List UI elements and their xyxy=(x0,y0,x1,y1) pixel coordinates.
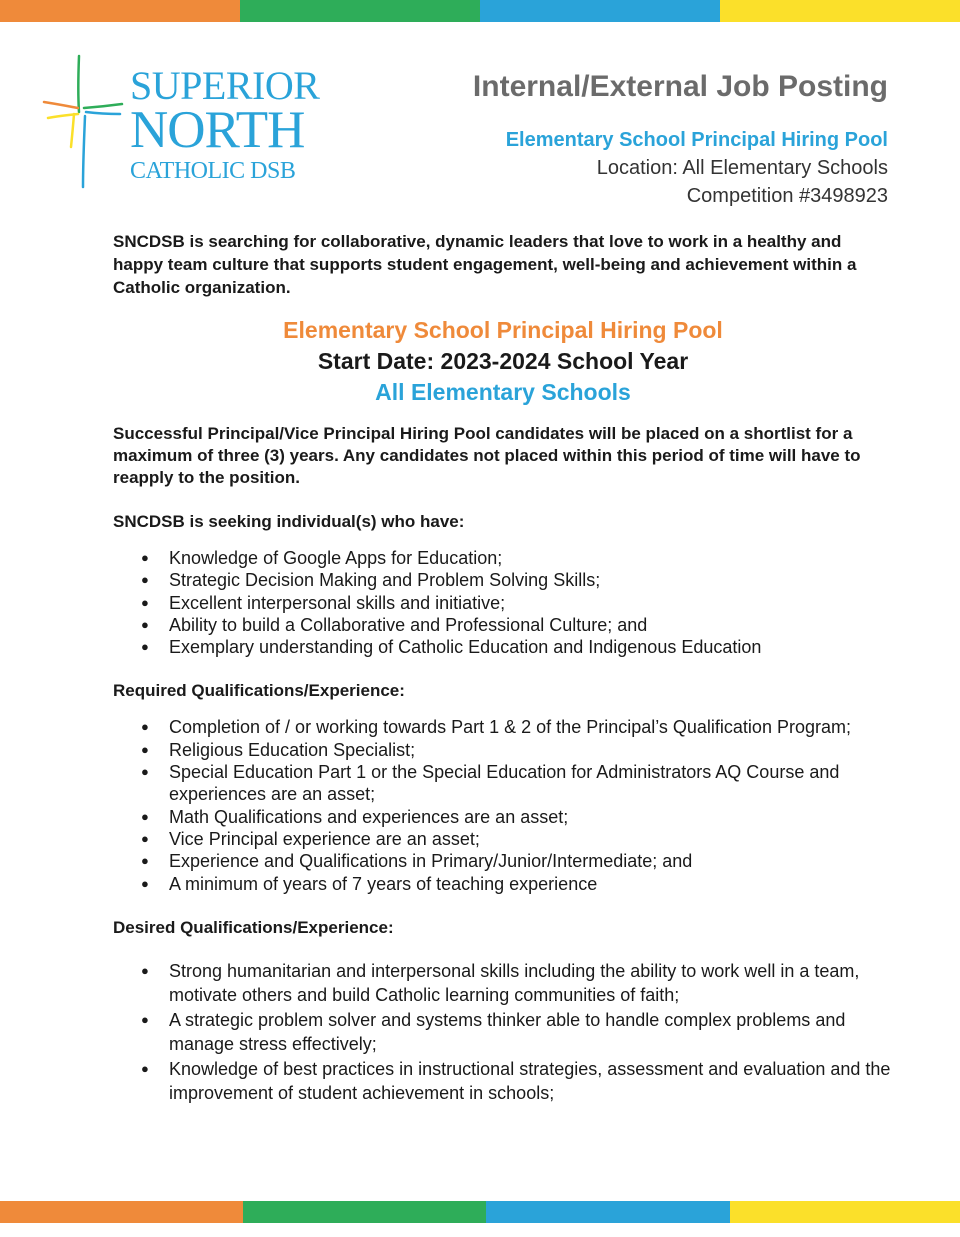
cross-icon xyxy=(42,52,132,192)
bottom-color-stripe xyxy=(0,1201,960,1223)
stripe-blue xyxy=(480,0,720,22)
list-item: ● A strategic problem solver and systems thinker able to handle complex problems and manage stress effectively; xyxy=(113,1008,893,1057)
list-item: ● Excellent interpersonal skills and initiative; xyxy=(113,592,893,614)
stripe-green xyxy=(240,0,480,22)
desired-list xyxy=(113,959,893,1106)
desired-heading: Desired Qualifications/Experience: xyxy=(113,917,394,937)
stripe-yellow xyxy=(730,1201,960,1223)
list-item: ● Strong humanitarian and interpersonal skills including the ability to work well in a team, motivate others and build Catholic learning communities of faith; xyxy=(113,959,893,1008)
position-title: Elementary School Principal Hiring Pool xyxy=(283,317,723,343)
shortlist-note: Successful Principal/Vice Principal Hiring Pool candidates will be placed on a shortlist for a maximum of three (3) years. Any candidates not placed within this period of time will have to reapply to the position. xyxy=(113,424,861,487)
intro-paragraph: SNCDSB is searching for collaborative, dynamic leaders that love to work in a healthy and happy team culture that supports student engagement, well-being and achievement within a Catholic organization. xyxy=(113,232,857,297)
schools-line: All Elementary Schools xyxy=(375,379,631,405)
position-summary xyxy=(113,315,893,407)
stripe-blue xyxy=(486,1201,730,1223)
list-item: ● Vice Principal experience are an asset; xyxy=(113,828,893,850)
posting-header xyxy=(473,70,888,210)
board-logo xyxy=(42,52,322,192)
list-item: ● Knowledge of best practices in instructional strategies, assessment and evaluation and the improvement of student achievement in schools; xyxy=(113,1057,893,1106)
stripe-green xyxy=(243,1201,486,1223)
logo-line-superior: SUPERIOR xyxy=(130,63,320,108)
list-item: ● Math Qualifications and experiences are an asset; xyxy=(113,806,893,828)
list-item: ● Strategic Decision Making and Problem Solving Skills; xyxy=(113,569,893,591)
list-item: ● Experience and Qualifications in Primary/Junior/Intermediate; and xyxy=(113,850,893,872)
stripe-orange xyxy=(0,0,240,22)
start-date: Start Date: 2023-2024 School Year xyxy=(317,348,689,374)
list-item: ● Knowledge of Google Apps for Education; xyxy=(113,547,893,569)
posting-body xyxy=(113,230,893,1106)
posting-title: Internal/External Job Posting xyxy=(472,70,888,103)
list-item: ● Special Education Part 1 or the Special Education for Administrators AQ Course and experiences are an asset; xyxy=(113,761,893,806)
logo-line-north: NORTH xyxy=(130,101,305,159)
competition-number: Competition #3498923 xyxy=(686,185,888,207)
pool-title: Elementary School Principal Hiring Pool xyxy=(505,129,888,151)
list-item: ● Religious Education Specialist; xyxy=(113,739,893,761)
seeking-heading: SNCDSB is seeking individual(s) who have: xyxy=(113,512,465,531)
top-color-stripe xyxy=(0,0,960,22)
list-item: ● Ability to build a Collaborative and Professional Culture; and xyxy=(113,614,893,636)
stripe-yellow xyxy=(720,0,960,22)
required-list xyxy=(113,716,893,894)
list-item: ● A minimum of years of 7 years of teaching experience xyxy=(113,873,893,895)
list-item: ● Completion of / or working towards Part 1 & 2 of the Principal’s Qualification Program; xyxy=(113,716,893,738)
logo-line-catholic-dsb: CATHOLIC DSB xyxy=(130,158,296,184)
location-line: Location: All Elementary Schools xyxy=(596,157,888,179)
required-heading: Required Qualifications/Experience: xyxy=(113,681,405,701)
seeking-list xyxy=(113,547,893,658)
list-item: ● Exemplary understanding of Catholic Education and Indigenous Education xyxy=(113,636,893,658)
stripe-orange xyxy=(0,1201,243,1223)
